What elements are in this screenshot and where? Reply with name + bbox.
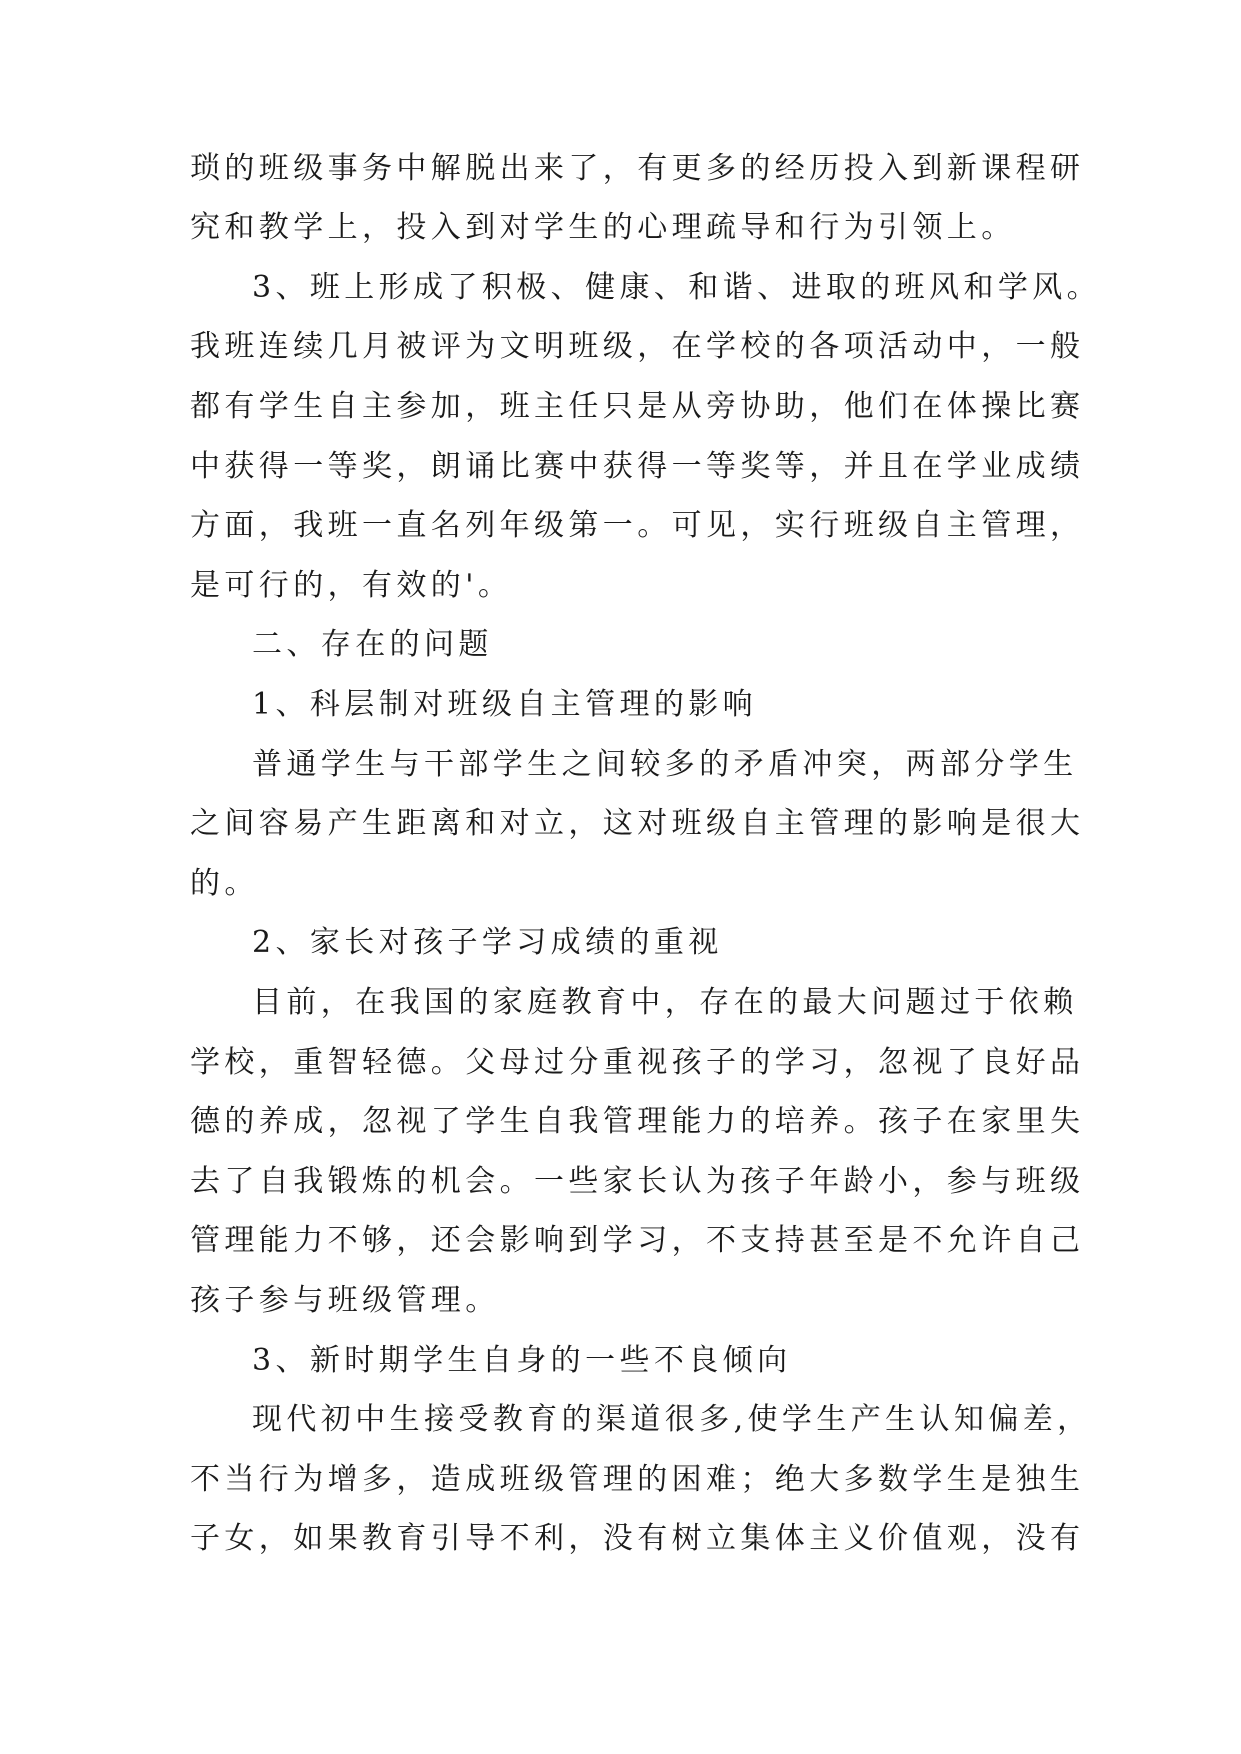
text-line: 都有学生自主参加，班主任只是从旁协助，他们在体操比赛 (190, 389, 1085, 424)
subsection-heading: 1、科层制对班级自主管理的影响 (252, 687, 758, 722)
text-line: 孩子参与班级管理。 (190, 1283, 500, 1318)
text-line: 普通学生与干部学生之间较多的矛盾冲突，两部分学生 (252, 747, 1078, 782)
text-line: 目前，在我国的家庭教育中，存在的最大问题过于依赖 (252, 985, 1078, 1020)
text-line: 的。 (190, 866, 259, 901)
text-line: 德的养成，忽视了学生自我管理能力的培养。孩子在家里失 (190, 1104, 1085, 1139)
text-line: 去了自我锻炼的机会。一些家长认为孩子年龄小，参与班级 (190, 1164, 1085, 1199)
text-line: 我班连续几月被评为文明班级，在学校的各项活动中，一般 (190, 329, 1085, 364)
text-line: 现代初中生接受教育的渠道很多,使学生产生认知偏差， (252, 1402, 1092, 1437)
text-line: 究和教学上，投入到对学生的心理疏导和行为引领上。 (190, 210, 1016, 245)
text-line: 学校，重智轻德。父母过分重视孩子的学习，忽视了良好品 (190, 1045, 1085, 1080)
text-line: 方面，我班一直名列年级第一。可见，实行班级自主管理， (190, 508, 1085, 543)
text-line: 是可行的，有效的'。 (190, 568, 513, 603)
text-line: 不当行为增多，造成班级管理的困难；绝大多数学生是独生 (190, 1462, 1085, 1497)
section-heading: 二、存在的问题 (252, 627, 493, 662)
text-line: 管理能力不够，还会影响到学习，不支持甚至是不允许自己 (190, 1223, 1085, 1258)
text-line: 3、班上形成了积极、健康、和谐、进取的班风和学风。 (252, 270, 1102, 305)
subsection-heading: 3、新时期学生自身的一些不良倾向 (252, 1343, 792, 1378)
subsection-heading: 2、家长对孩子学习成绩的重视 (252, 925, 723, 960)
text-line: 子女，如果教育引导不利，没有树立集体主义价值观，没有 (190, 1521, 1085, 1556)
text-line: 中获得一等奖，朗诵比赛中获得一等奖等，并且在学业成绩 (190, 449, 1085, 484)
text-line: 琐的班级事务中解脱出来了，有更多的经历投入到新课程研 (190, 151, 1085, 186)
text-line: 之间容易产生距离和对立，这对班级自主管理的影响是很大 (190, 806, 1085, 841)
